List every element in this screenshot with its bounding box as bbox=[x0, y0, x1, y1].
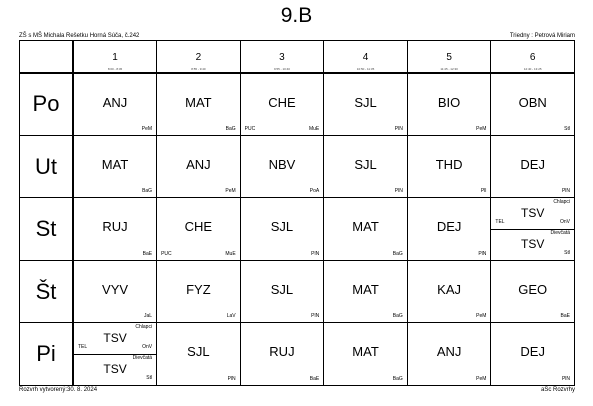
subject-code: MAT bbox=[352, 281, 379, 297]
lesson-cell bbox=[73, 260, 157, 323]
teacher-code: PeM bbox=[476, 125, 487, 132]
day-row bbox=[20, 323, 575, 386]
lesson-cell bbox=[240, 73, 324, 136]
period-number: 5 bbox=[446, 52, 452, 63]
teacher-code: PeM bbox=[141, 125, 153, 132]
lesson-cell bbox=[240, 260, 324, 323]
day-row bbox=[20, 135, 575, 198]
subject-code: MAT bbox=[101, 156, 129, 172]
subject-code: OBN bbox=[518, 94, 547, 110]
period-header bbox=[324, 41, 408, 73]
subject-code: TSV bbox=[521, 236, 545, 251]
lesson-cell bbox=[324, 198, 408, 261]
subject-code: DEJ bbox=[436, 219, 462, 235]
corner-cell bbox=[20, 41, 74, 73]
room-code: TEL bbox=[495, 219, 505, 226]
group-name: Dievčatá bbox=[132, 355, 153, 361]
period-time: 12:40 - 13:25 bbox=[523, 67, 542, 71]
day-label: Ut bbox=[20, 135, 74, 198]
day-row bbox=[20, 73, 575, 136]
lesson-cell bbox=[157, 198, 241, 261]
period-time: 11:45 - 12:30 bbox=[440, 67, 458, 71]
subject-code: SJL bbox=[354, 94, 377, 110]
group-name: Chlapci bbox=[553, 199, 570, 206]
timetable bbox=[19, 40, 575, 386]
period-header bbox=[491, 41, 575, 73]
lesson-group-top bbox=[491, 198, 574, 230]
teacher-code: PeM bbox=[476, 313, 487, 320]
group-name: Dievčatá bbox=[550, 229, 570, 236]
teacher-code: BaG bbox=[392, 250, 403, 257]
room-code: TEL bbox=[78, 344, 88, 351]
day-row bbox=[20, 198, 575, 261]
subject-code: ANJ bbox=[186, 156, 211, 172]
lesson-cell bbox=[407, 323, 491, 386]
teacher-code: LaV bbox=[226, 313, 236, 320]
teacher-code: Pll bbox=[480, 188, 487, 195]
subject-code: FYZ bbox=[186, 281, 211, 297]
teacher-code: PeM bbox=[476, 376, 487, 382]
lesson-cell bbox=[324, 260, 408, 323]
subject-code: CHE bbox=[268, 94, 296, 110]
period-header bbox=[407, 41, 491, 73]
lesson-cell bbox=[491, 198, 575, 261]
subject-code: CHE bbox=[184, 219, 213, 235]
lesson-cell bbox=[157, 135, 241, 198]
class-teacher: Triedny : Petrová Miriam bbox=[509, 33, 575, 39]
teacher-code: OnV bbox=[559, 219, 570, 226]
teacher-code: PlN bbox=[394, 125, 403, 132]
subject-code: TSV bbox=[103, 362, 127, 376]
teacher-code: PlN bbox=[227, 376, 236, 382]
software-brand: aSc Rozvrhy bbox=[540, 387, 575, 393]
day-label: Pi bbox=[20, 323, 74, 386]
teacher-code: BaG bbox=[142, 188, 153, 195]
day-label: Po bbox=[20, 73, 74, 136]
lesson-cell bbox=[407, 73, 491, 136]
subject-code: MAT bbox=[352, 344, 379, 360]
lesson-cell bbox=[157, 323, 241, 386]
day-label: St bbox=[20, 198, 74, 261]
period-time: 9:55 - 10:40 bbox=[273, 67, 290, 71]
subject-code: RUJ bbox=[269, 344, 295, 360]
lesson-group-bottom bbox=[74, 354, 156, 385]
teacher-code: BaG bbox=[392, 313, 403, 320]
lesson-cell bbox=[324, 73, 408, 136]
lesson-cell bbox=[73, 135, 157, 198]
lesson-cell bbox=[407, 260, 491, 323]
subject-code: THD bbox=[435, 156, 463, 172]
teacher-code: PlN bbox=[561, 188, 570, 195]
period-time: 8:00 - 8:45 bbox=[107, 67, 123, 71]
period-time: 8:55 - 9:40 bbox=[191, 67, 206, 71]
teacher-code: OnV bbox=[142, 344, 153, 351]
subject-code: NBV bbox=[268, 156, 296, 172]
teacher-code: BaG bbox=[225, 125, 236, 132]
teacher-code: Stl bbox=[146, 375, 153, 381]
lesson-cell bbox=[407, 198, 491, 261]
lesson-cell bbox=[240, 198, 324, 261]
subject-code: ANJ bbox=[436, 344, 462, 360]
teacher-code: JaL bbox=[144, 313, 153, 320]
teacher-code: MuE bbox=[308, 125, 320, 132]
group-name: Chlapci bbox=[135, 324, 153, 331]
teacher-code: PlN bbox=[478, 250, 487, 257]
lesson-cell bbox=[491, 73, 575, 136]
teacher-code: PlN bbox=[311, 250, 320, 257]
lesson-cell bbox=[491, 323, 575, 386]
subject-code: MAT bbox=[185, 94, 212, 110]
subject-code: VYV bbox=[102, 281, 129, 297]
subject-code: GEO bbox=[518, 281, 548, 297]
lesson-group-bottom bbox=[491, 229, 574, 260]
created-date: Rozvrh vytvorený:30. 8. 2024 bbox=[19, 387, 98, 393]
teacher-code: PeM bbox=[225, 188, 236, 195]
lesson-cell bbox=[157, 73, 241, 136]
teacher-code: BaE bbox=[309, 376, 320, 382]
teacher-code: PoA bbox=[309, 188, 320, 195]
teacher-code: MuE bbox=[225, 250, 236, 257]
teacher-code: BaE bbox=[560, 313, 570, 320]
lesson-cell bbox=[407, 135, 491, 198]
subject-code: TSV bbox=[103, 331, 127, 346]
period-number: 2 bbox=[195, 52, 202, 63]
lesson-cell bbox=[73, 323, 157, 386]
subject-code: ANJ bbox=[102, 94, 128, 110]
lesson-cell bbox=[73, 73, 157, 136]
period-number: 1 bbox=[112, 52, 118, 63]
period-header bbox=[157, 41, 241, 73]
day-row bbox=[20, 260, 575, 323]
subject-code: BIO bbox=[437, 94, 461, 110]
subject-code: DEJ bbox=[520, 344, 545, 360]
subject-code: DEJ bbox=[520, 156, 545, 172]
subject-code: SJL bbox=[187, 344, 210, 360]
lesson-cell bbox=[491, 135, 575, 198]
school-name: ZŠ s MŠ Michala Rešetku Horná Súča, č.242 bbox=[19, 33, 140, 39]
lesson-cell bbox=[491, 260, 575, 323]
lesson-cell bbox=[324, 323, 408, 386]
subject-code: SJL bbox=[354, 156, 377, 172]
subject-code: SJL bbox=[270, 219, 294, 235]
teacher-code: PlN bbox=[394, 188, 403, 195]
lesson-cell bbox=[73, 198, 157, 261]
lesson-cell bbox=[157, 260, 241, 323]
teacher-code: PlN bbox=[561, 376, 570, 382]
period-number: 4 bbox=[362, 52, 369, 63]
lesson-cell bbox=[324, 135, 408, 198]
subject-code: MAT bbox=[352, 219, 379, 235]
lesson-group-top bbox=[74, 323, 156, 355]
room-code: PUC bbox=[244, 125, 256, 132]
teacher-code: BaE bbox=[142, 250, 153, 257]
period-number: 6 bbox=[529, 52, 536, 63]
period-header-row bbox=[20, 41, 575, 73]
teacher-code: PlN bbox=[311, 313, 320, 320]
period-header bbox=[240, 41, 324, 73]
teacher-code: Stl bbox=[564, 249, 570, 256]
lesson-cell bbox=[240, 135, 324, 198]
day-label: Št bbox=[20, 260, 74, 323]
subject-code: RUJ bbox=[102, 219, 128, 235]
class-title: 9.B bbox=[280, 4, 313, 27]
period-number: 3 bbox=[279, 52, 285, 63]
teacher-code: BaG bbox=[392, 376, 403, 382]
subject-code: TSV bbox=[521, 206, 545, 221]
subject-code: KAJ bbox=[437, 281, 462, 297]
room-code: PUC bbox=[161, 250, 172, 257]
period-time: 10:50 - 11:35 bbox=[356, 67, 375, 71]
subject-code: SJL bbox=[270, 281, 294, 297]
period-header bbox=[73, 41, 157, 73]
teacher-code: Stl bbox=[564, 125, 570, 132]
lesson-cell bbox=[240, 323, 324, 386]
